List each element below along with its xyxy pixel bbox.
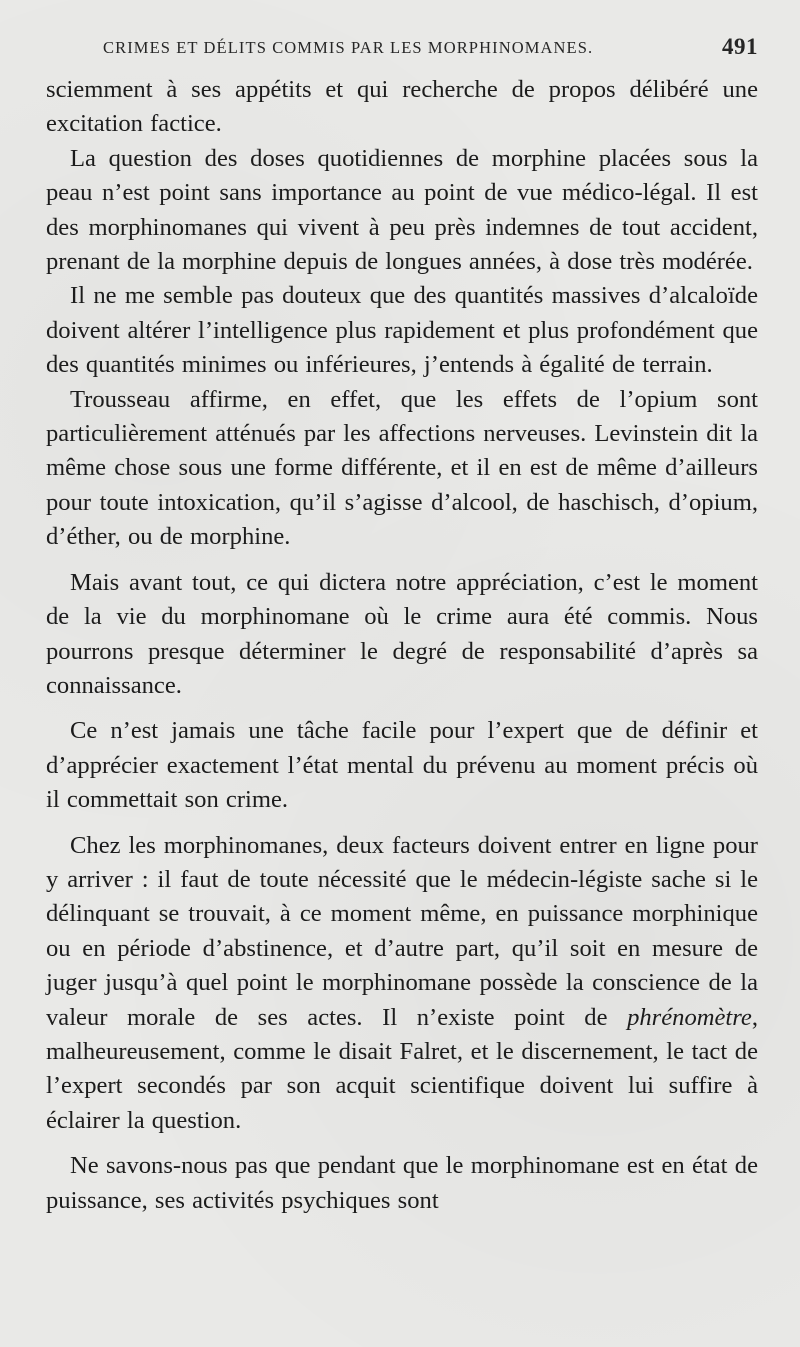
paragraph-trousseau: Trousseau affirme, en effet, que les effets de l’opium sont particulièrement atténués par les affections nerveuses. Levinstein dit la même chose sous une forme différente, et il en est de même d’ailleurs pour toute intoxication, qu’il s’agisse d’alcool, de haschisch, d’opium, d’éther, ou de morphine. [46, 385, 758, 551]
running-head-title: CRIMES ET DÉLITS COMMIS PAR LES MORPHINOMANES. [103, 38, 594, 57]
factors-text-before: Chez les morphinomanes, deux facteurs doivent entrer en ligne pour y arriver : il faut de toute nécessité que le médecin-légiste sache si le délinquant se trouvait, à ce moment même, en puissance morphinique ou en période d’abstinence, et d’autre part, qu’il soit en mesure de juger jusqu’à quel point le morphinomane possède la conscience de la valeur morale de ses actes. Il n’existe point de [46, 831, 758, 1031]
paragraph-puissance: Ne savons-nous pas que pendant que le morphinomane est en état de puissance, ses activités psychiques sont [46, 1152, 758, 1214]
factors-text-after: , malheureusement, comme le disait Falret, et le discernement, le tact de l’expert secondés par son acquit scientifique doivent lui suffire à éclairer la question. [46, 1003, 758, 1134]
page-number: 491 [722, 34, 758, 59]
paragraph-quantities: Il ne me semble pas douteux que des quantités massives d’alcaloïde doivent altérer l’intelligence plus rapidement et plus profondément que des quantités minimes ou inférieures, j’entends à égalité de terrain. [46, 282, 758, 379]
body-text [46, 73, 758, 1218]
running-head [46, 34, 758, 64]
paragraph-factors [46, 829, 758, 1139]
paragraph-moment: Mais avant tout, ce qui dictera notre appréciation, c’est le moment de la vie du morphinomane où le crime aura été commis. Nous pourrons presque déterminer le degré de responsabilité d’après sa connaissance. [46, 568, 758, 699]
paragraph-expert: Ce n’est jamais une tâche facile pour l’expert que de définir et d’apprécier exactement l’état mental du prévenu au moment précis où il commettait son crime. [46, 717, 758, 814]
paragraph-doses: La question des doses quotidiennes de morphine placées sous la peau n’est point sans importance au point de vue médico-légal. Il est des morphinomanes qui vivent à peu près indemnes de tout accident, prenant de la morphine depuis de longues années, à dose très modérée. [46, 144, 758, 276]
factors-italic-term: phrénomètre [627, 1003, 752, 1031]
paragraph-continuation: sciemment à ses appétits et qui recherche de propos délibéré une excitation factice. [46, 76, 758, 138]
